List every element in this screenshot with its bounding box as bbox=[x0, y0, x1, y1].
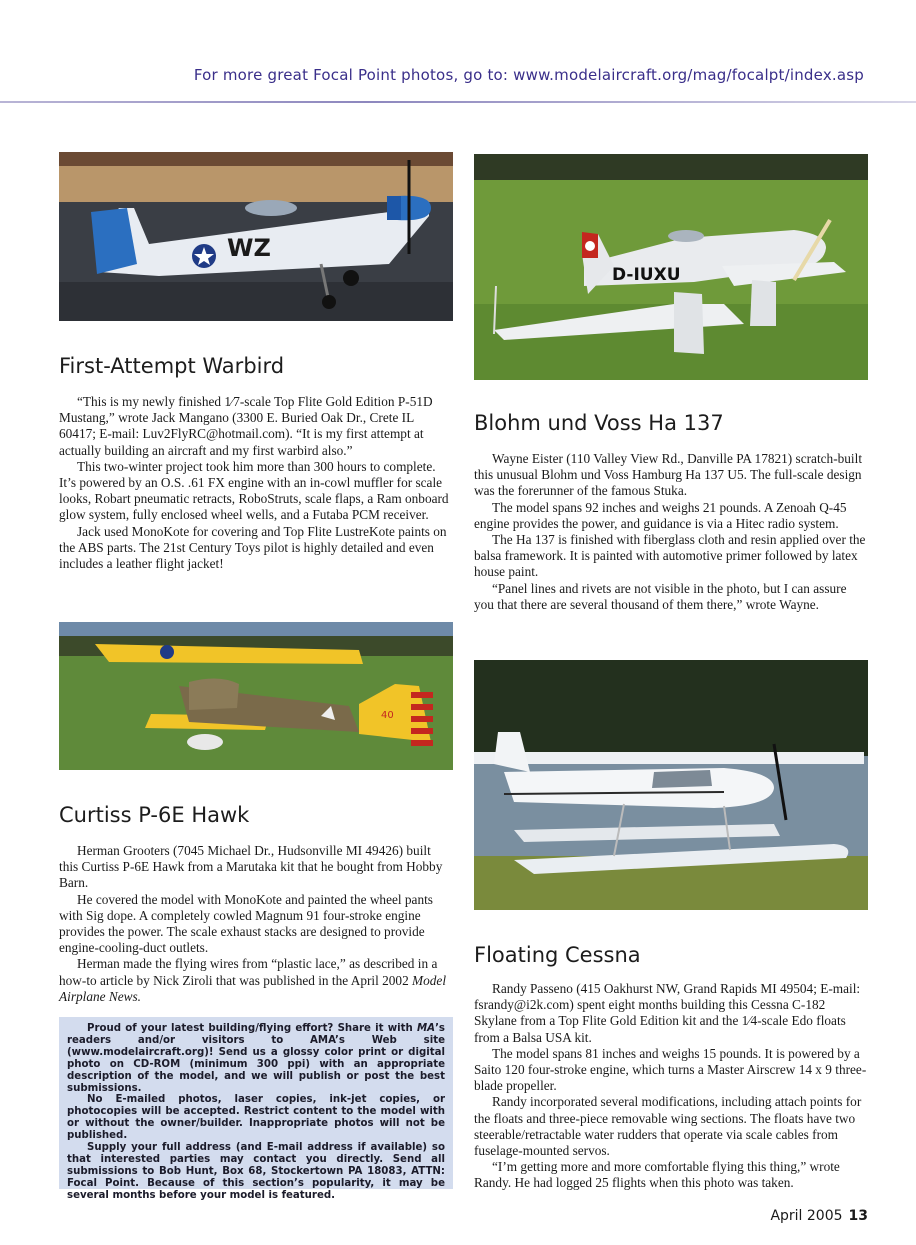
hawk-paragraph: He covered the model with MonoKote and painted the wheel pants with Sig dope. A completely cowled Magnum 91 four-stroke engine provides the power. The scale exhaust stacks are designed to provide engine-cooling-duct outlets. bbox=[59, 891, 433, 956]
submission-info-box bbox=[59, 1017, 453, 1201]
ha137-paragraph: “Panel lines and rivets are not visible in the photo, but I can assure you that there are several thousand of them there,” wrote Wayne. bbox=[474, 580, 847, 612]
warbird-title: First-Attempt Warbird bbox=[59, 354, 285, 378]
mustang-photo bbox=[59, 152, 453, 321]
hawk-paragraph bbox=[59, 956, 453, 1005]
hawk-body bbox=[59, 843, 453, 1005]
submission-text: Proud of your latest building/flying effort? Share it with bbox=[87, 1023, 418, 1034]
cessna-paragraph: Randy incorporated several modifications, including attach points for the floats and three-piece removable wing sections. The floats have two steerable/retractable water rudders that operate via scale cables from fuselage-mounted servos. bbox=[474, 1094, 862, 1159]
submission-paragraph: Supply your full address (and E-mail address if available) so that interested parties may contact you directly. Send all submissions to Bob Hunt, Box 68, Stockertown PA 18083, ATTN: Focal Point. Because of this section’s popularity, it may be several months before your model is featured. bbox=[67, 1142, 445, 1201]
warbird-paragraph: “This is my newly finished 1⁄7-scale Top Flite Gold Edition P-51D Mustang,” wrote Jack Mangano (3300 E. Buried Oak Dr., Crete IL 60417; E-mail: Luv2FlyRC@hotmail.com). “It is my first attempt at actually building an aircraft and my first warbird also.” bbox=[59, 394, 433, 458]
warbird-paragraph: This two-winter project took him more than 300 hours to complete. It’s powered by an O.S. .61 FX engine with an in-cowl muffler for scale looks, Robart pneumatic retracts, RoboStruts, scale flaps, a Ram onboard glow system, fully enclosed wheel wells, and a Futaba PCM receiver. bbox=[59, 458, 449, 523]
issue-date: April 2005 bbox=[770, 1208, 843, 1224]
cessna-title: Floating Cessna bbox=[474, 943, 641, 967]
cessna-paragraph: “I’m getting more and more comfortable flying this thing,” wrote Randy. He had logged 25 flights when this photo was taken. bbox=[474, 1159, 840, 1191]
cessna-paragraph: The model spans 81 inches and weighs 15 pounds. It is powered by a Saito 120 four-stroke engine, which turns a Master Airscrew 14 x 9 three-blade propeller. bbox=[474, 1045, 867, 1094]
ha137-title: Blohm und Voss Ha 137 bbox=[474, 411, 724, 435]
page-number: 13 bbox=[848, 1208, 868, 1224]
ha137-photo bbox=[474, 154, 868, 380]
ha137-paragraph: Wayne Eister (110 Valley View Rd., Danville PA 17821) scratch-built this unusual Blohm und Voss Hamburg Ha 137 U5. The full-scale design was the forerunner of the famous Stuka. bbox=[474, 451, 863, 499]
hawk-paragraph: Herman Grooters (7045 Michael Dr., Hudsonville MI 49426) built this Curtiss P-6E Hawk from a Marutaka kit that he bought from Hobby Barn. bbox=[59, 843, 443, 891]
hawk-photo bbox=[59, 622, 453, 770]
ha137-body bbox=[474, 451, 868, 613]
magazine-title: Model Airplane News. bbox=[59, 972, 447, 1004]
ha137-paragraph: The model spans 92 inches and weighs 21 pounds. A Zenoah Q-45 engine provides the power, and guidance is via a Hitec radio system. bbox=[474, 499, 847, 531]
magazine-abbrev: MA bbox=[417, 1023, 436, 1034]
submission-text: ’s readers and/or visitors to AMA’s Web site (www.modelaircraft.org)! Send us a glossy color print or digital photo on CD-ROM (minimum 300 ppi) with an appropriate description of the model, and we will publish or post the best submissions. bbox=[67, 1023, 445, 1094]
cessna-photo bbox=[474, 660, 868, 910]
header-divider bbox=[0, 101, 916, 103]
page-footer bbox=[770, 1208, 868, 1224]
hawk-title: Curtiss P-6E Hawk bbox=[59, 803, 250, 827]
hawk-marking: 40 bbox=[381, 710, 394, 721]
submission-paragraph bbox=[67, 1023, 445, 1094]
submission-paragraph: No E-mailed photos, laser copies, ink-jet copies, or photocopies will be accepted. Restrict content to the model with or without the owner/builder. Inappropriate photos will not be published. bbox=[67, 1094, 445, 1142]
mustang-marking: WZ bbox=[227, 234, 271, 262]
hawk-paragraph-text: Herman made the flying wires from “plastic lace,” as described in a how-to article by Nick Ziroli that was published in the April 2002 bbox=[59, 956, 438, 988]
focal-point-link[interactable]: For more great Focal Point photos, go to: www.modelaircraft.org/mag/focalpt/index.asp bbox=[193, 66, 864, 84]
ha137-paragraph: The Ha 137 is finished with fiberglass cloth and resin applied over the balsa framework. It is painted with automotive primer followed by latex house paint. bbox=[474, 532, 866, 580]
ha137-marking: D-IUXU bbox=[612, 265, 681, 285]
cessna-body bbox=[474, 981, 868, 1192]
warbird-body bbox=[59, 394, 453, 572]
cessna-paragraph: Randy Passeno (415 Oakhurst NW, Grand Rapids MI 49504; E-mail: fsrandy@i2k.com) spent eight months building this Cessna C-182 Skylane from a Top Flite Gold Edition kit and the 1⁄4-scale Edo floats from a Balsa USA kit. bbox=[474, 981, 861, 1045]
warbird-paragraph: Jack used MonoKote for covering and Top Flite LustreKote paints on the ABS parts. The 21st Century Toys pilot is highly detailed and even includes a leather flight jacket! bbox=[59, 523, 447, 572]
